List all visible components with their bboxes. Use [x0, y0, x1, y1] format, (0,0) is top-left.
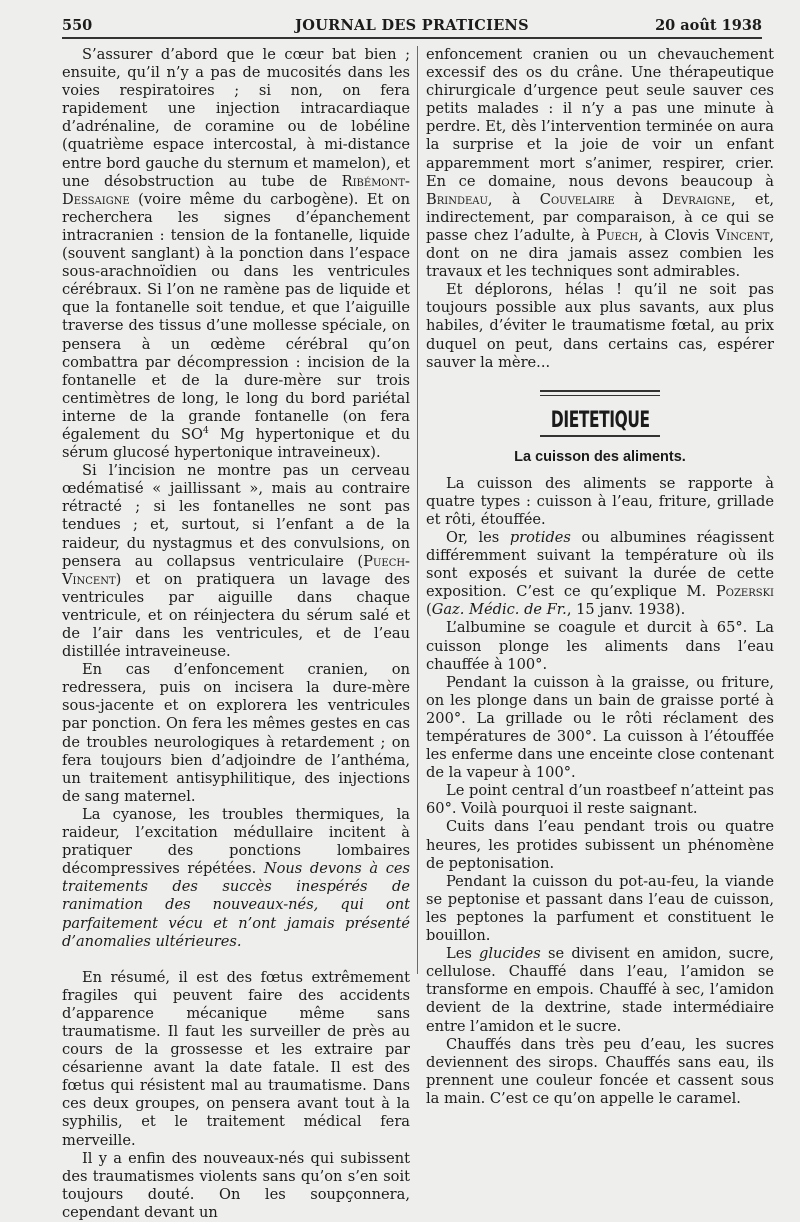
- author-name: Puech-Vincent: [62, 552, 410, 588]
- paragraph: Or, les protides ou albumines réagissent différemment suivant la température où ils sont exposés et suivant la durée de cette exposition. C’est ce qu’explique M. Pozerski (Gaz. Médic. de Fr., 15 janv. 1938).: [426, 528, 774, 619]
- paragraph: Cuits dans l’eau pendant trois ou quatre heures, les protides subissent un phénomène de peptonisation.: [426, 818, 774, 872]
- paragraph: Pendant la cuisson du pot-au-feu, la viande se peptonise et passant dans l’eau de cuisson, les peptones la parfument et constituent le bouillon.: [426, 872, 774, 945]
- paragraph: Si l’incision ne montre pas un cerveau œdématisé « jaillissant », mais au contraire rétracté ; si les fontanelles ne sont pas tendues ; et, surtout, si l’enfant a de la raideur, du nystagmus et des convulsions, on pensera au collapsus ventriculaire (Puech-Vincent) et on pratiquera un lavage des ventricules par aiguille dans chaque ventricule, et on réinjectera du sérum salé et de l’air dans les ventricules, et de l’eau distillée intraveineuse.: [62, 462, 410, 661]
- right-column: [426, 46, 774, 1108]
- paragraph: Pendant la cuisson à la graisse, ou friture, on les plonge dans un bain de graisse porté à 200°. La grillade ou le rôti réclament des températures de 300°. La cuisson à l’étouffée les enferme dans une enceinte close contenant de la vapeur à 100°.: [426, 673, 774, 782]
- paragraph: Le point central d’un roastbeef n’atteint pas 60°. Voilà pourquoi il reste saignant.: [426, 782, 774, 818]
- paragraph: S’assurer d’abord que le cœur bat bien ; ensuite, qu’il n’y a pas de mucosités dans les voies respiratoires ; si non, on fera rapidement une injection intracardiaque d’adrénaline, de coramine ou de lobéline (quatrième espace intercostal, à mi-distance entre bord gauche du sternum et mamelon), et une désobstruction au tube de Ribémont-Dessaigne (voire même du carbogène). Et on recherchera les signes d’épanchement intracranien : tension de la fontanelle, liquide (souvent sanglant) à la ponction dans l’espace sous-arachnoïdien ou dans les ventricules cérébraux. Si l’on ne ramène pas de liquide et que la fontanelle soit tendue, et que l’aiguille traverse des tissus d’une mollesse spéciale, on pensera à un œdème cérébral qu’on combattra par décompression : incision de la fontanelle et de la dure-mère sur trois centimètres de long, le long du bord pariétal interne de la grande fontanelle (on fera également du $SO^4$ Mg hypertonique et du sérum glucosé hypertonique intraveineux).: [62, 46, 410, 462]
- journal-title: JOURNAL DES PRATICIENS: [295, 17, 529, 34]
- paragraph: Chauffés dans très peu d’eau, les sucres deviennent des sirops. Chauffés sans eau, ils prennent une couleur foncée et cassent sous la main. C’est ce qu’on appelle le caramel.: [426, 1035, 774, 1107]
- paragraph: Et déplorons, hélas ! qu’il ne soit pas toujours possible aux plus savants, aux plus habiles, d’éviter le traumatisme fœtal, au prix duquel on peut, dans certains cas, espérer sauver la mère...: [426, 281, 774, 371]
- paragraph: L’albumine se coagule et durcit à 65°. La cuisson plonge les aliments dans l’eau chauffée à 100°.: [426, 619, 774, 673]
- paragraph: La cuisson des aliments se rapporte à quatre types : cuisson à l’eau, friture, grillade et rôti, étouffée.: [426, 474, 774, 528]
- section-heading: [426, 390, 774, 437]
- article-title: La cuisson des aliments.: [514, 448, 686, 465]
- issue-date: 20 août 1938: [655, 17, 762, 34]
- citation: Gaz. Médic. de Fr.: [431, 601, 567, 619]
- header-rule: [62, 37, 762, 39]
- emphasis: Nous devons à ces traitements des succès inespérés de ranimation des nouveaux-nés, qui ont parfaitement vécu et n’ont jamais présenté d’anomalies ultérieures.: [62, 860, 410, 950]
- section-title-underline: [540, 435, 660, 437]
- page-number: 550: [62, 17, 93, 34]
- paragraph: La cyanose, les troubles thermiques, la raideur, l’excitation médullaire incitent à pratiquer des ponctions lombaires décompressives répétées. Nous devons à ces traitements des succès inespérés de ranimation des nouveaux-nés, qui ont parfaitement vécu et n’ont jamais présenté d’anomalies ultérieures.: [62, 805, 410, 950]
- paragraph: Il y a enfin des nouveaux-nés qui subissent des traumatismes violents sans qu’on s’en soit toujours douté. On les soupçonnera, cependant devant un: [62, 1149, 410, 1221]
- paragraph: Les glucides se divisent en amidon, sucre, cellulose. Chauffé dans l’eau, l’amidon se transforme en empois. Chauffé à sec, l’amidon devient de la dextrine, stade intermédiaire entre l’amidon et le sucre.: [426, 945, 774, 1035]
- author-name: Pozerski: [715, 583, 774, 601]
- left-column: [62, 46, 410, 1222]
- section-rule: [540, 390, 660, 392]
- section-rule: [540, 395, 660, 396]
- paragraph: En résumé, il est des fœtus extrêmement fragiles qui peuvent faire des accidents d’apparence mécanique même sans traumatisme. Il faut les surveiller de près au cours de la grossesse et les extraire par césarienne avant la date fatale. Il est des fœtus qui résistent mal au traumatisme. Dans ces deux groupes, on pensera avant tout à la syphilis, et le traitement médical fera merveille.: [62, 968, 410, 1149]
- section-title: DIETETIQUE: [550, 407, 650, 433]
- paragraph: enfoncement cranien ou un chevauchement excessif des os du crâne. Une thérapeutique chirurgicale d’urgence peut seule sauver ces petits malades : il n’y a pas une minute à perdre. Et, dès l’intervention terminée on aura la surprise et la joie de voir un enfant apparemment mort s’animer, respirer, crier. En ce domaine, nous devons beaucoup à Brindeau, à Couvelaire à Devraigne, et, indirectement, par comparaison, à ce qui se passe chez l’adulte, à Puech, à Clovis Vincent, dont on ne dira jamais assez combien les travaux et les techniques sont admirables.: [426, 46, 775, 281]
- running-header: [62, 17, 762, 39]
- paragraph: En cas d’enfoncement cranien, on redressera, puis on incisera la dure-mère sous-jacente et on explorera les ventricules par ponction. On fera les mêmes gestes en cas de troubles neurologiques à retardement ; on fera toujours bien d’adjoindre de l’anthéma, un traitement antisyphilitique, des injections de sang maternel.: [62, 661, 410, 805]
- column-divider: [417, 46, 418, 974]
- author-name: Ribémont-Dessaigne: [62, 172, 410, 208]
